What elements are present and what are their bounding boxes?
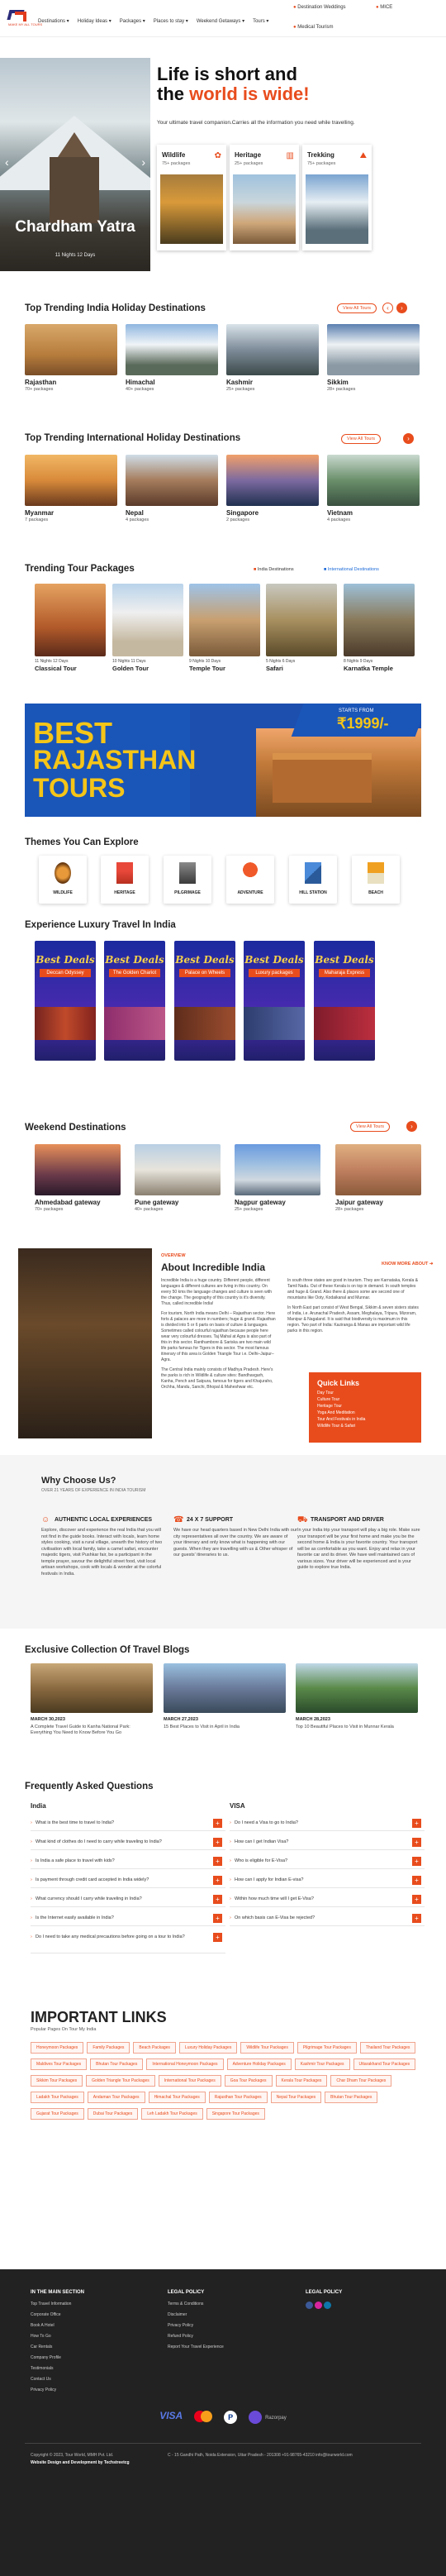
nav-packages[interactable]: Packages ▾ <box>119 19 145 24</box>
weekend-view-all-button[interactable]: View All Tours <box>350 1122 390 1132</box>
destination-card-rajasthan[interactable]: Rajasthan 70+ packages <box>25 324 117 392</box>
tour-card-golden[interactable]: 10 Nights 11 Days Golden Tour <box>112 584 183 672</box>
important-link[interactable]: Leh Ladakh Tour Packages <box>141 2108 203 2120</box>
location-icon: ● <box>376 5 381 10</box>
mastercard-logo <box>194 2411 212 2424</box>
link-mice[interactable]: ● MICE <box>376 5 393 10</box>
india-destinations-title: Top Trending India Holiday Destinations <box>25 303 206 313</box>
important-link[interactable]: Wildlife Tour Packages <box>240 2042 294 2054</box>
banner-best: BEST <box>33 716 113 750</box>
why-item-local-experiences: ☺ AUTHENTIC LOCAL EXPERIENCES Explore, discover and experience the real India that you will not find in the guide books. Interact with locals, learn home styles cooking, visit a rural village, unearth the history of two civilisation with local family, take a camel safari, encounter majestic tigers, visit Pushkar fair, be a participant in the temple prayer, savour the delightful street food, visit local artisan workshops, cook with locals & wonder at the colorful festivals in India. <box>41 1515 163 1577</box>
rajasthan-promo-banner[interactable] <box>25 704 421 817</box>
hero-slider[interactable] <box>0 58 150 271</box>
important-link[interactable]: Bhutan Tour Packages <box>90 2058 143 2070</box>
site-header <box>0 0 446 37</box>
expand-icon[interactable]: + <box>213 1819 222 1828</box>
theme-pilgrimage[interactable]: PILGRIMAGE <box>164 856 211 904</box>
question-icon: › <box>230 1839 231 1844</box>
question-icon: › <box>31 1915 32 1920</box>
footer-link[interactable]: Top Travel Information <box>31 2302 72 2306</box>
faq-india-item[interactable]: › What kind of clothes do I need to carry while traveling to India? + <box>31 1835 225 1850</box>
why-subtitle: OVER 21 YEARS OF EXPERIENCE IN INDIA TOURISM <box>41 1488 146 1493</box>
destination-card-himachal[interactable]: Himachal 40+ packages <box>126 324 218 392</box>
about-column-1: Incredible India is a huge country. Different people, different languages & different cultures are living in this country. On every 50 kms the language changes and culture is seen with the change. The geography of this country is it's diversity. Thus, called incredible India! For tourism, North India means Delhi – Rajasthan sector. Here forts & palaces are more in numbers; huge & grand. Rajasthan is divided into 5 or 6 parts on basis of culture & languages. Sometimes called colourful rajasthan because people here wear very colourful dresses. Taj Mahal at Agra is also part of this in this sector. Ranthambore & Sariska are two main wild life parks famous for Tigers in this sector. The most famous itinerary of this area is Golden Triangle Tour i.e. Delhi–Jaipur–Agra. The Central India mainly consists of Madhya Pradesh. Here's the parks is rich in Wildlife & culture sites: Bandhavgarh, Kanha, Pench and Satpura, famous for tigers and Khajuraho, Orchha, Mandu, Sanchi, Bhopal & Maheshwar etc. <box>161 1278 276 1390</box>
why-item-transport: ⛟ TRANSPORT AND DRIVER In your India trip your transport will play a big role. Make sure your transport will be your first home and make you be the second home & India is your favorite country. Your transport will be as comfortable as you want. Enjoy and relax in your favorite car and its driver. We have well maintained cars of various sizes. Your driver will be experienced and is your guide to explore true India. <box>297 1515 420 1570</box>
important-link[interactable]: Himachal Tour Packages <box>149 2092 206 2103</box>
footer-link[interactable]: Company Profile <box>31 2355 61 2360</box>
banner-rajasthan: RAJASTHAN <box>33 745 197 775</box>
footer-link[interactable]: Privacy Policy <box>168 2323 194 2328</box>
footer-link[interactable]: Car Rentals <box>31 2345 53 2349</box>
theme-hill-station[interactable]: HILL STATION <box>289 856 337 904</box>
expand-icon[interactable]: + <box>213 1838 222 1847</box>
expand-icon[interactable]: + <box>213 1857 222 1866</box>
design-credit: Website Design and Development by Techstreetcg <box>31 2460 130 2465</box>
linkedin-icon[interactable] <box>324 2302 331 2309</box>
intl-view-all-button[interactable]: View All Tours <box>341 434 381 444</box>
destination-card-vietnam[interactable]: Vietnam 4 packages <box>327 455 420 522</box>
hiker-icon: ⛰ <box>359 151 367 160</box>
theme-beach[interactable]: BEACH <box>352 856 400 904</box>
important-link[interactable]: Thailand Tour Packages <box>360 2042 416 2054</box>
intl-destinations-title: Top Trending International Holiday Destinations <box>25 433 241 443</box>
footer-link[interactable]: Book A Hotel <box>31 2323 55 2328</box>
next-arrow-icon[interactable]: › <box>396 303 407 313</box>
link-medical-tourism[interactable]: ● Medical Tourism <box>293 25 334 30</box>
paw-icon: ✿ <box>214 151 221 160</box>
tour-card-temple[interactable]: 9 Nights 10 Days Temple Tour <box>189 584 260 672</box>
important-link[interactable]: Dubai Tour Packages <box>88 2108 138 2120</box>
expand-icon[interactable]: + <box>412 1895 421 1904</box>
footer-link[interactable]: Privacy Policy <box>31 2388 57 2392</box>
hero-slide-subtitle: 11 Nights 12 Days <box>55 253 96 258</box>
important-link[interactable]: Char Dham Tour Packages <box>330 2075 391 2087</box>
weekend-card-jaipur[interactable]: Jaipur gateway 28+ packages <box>335 1144 421 1212</box>
india-view-all-button[interactable]: View All Tours <box>337 303 377 313</box>
footer-col-social: LEGAL POLICY <box>306 2290 342 2311</box>
destination-card-kashmir[interactable]: Kashmir 25+ packages <box>226 324 319 392</box>
footer-col-legal: LEGAL POLICY Terms & Conditions Disclaimer Privacy Policy Refund Policy Report Your Travel Experience <box>168 2290 224 2349</box>
payment-methods: VISA P Razorpay <box>0 2410 446 2424</box>
important-link[interactable]: Family Packages <box>87 2042 130 2054</box>
tour-card-safari[interactable]: 5 Nights 6 Days Safari <box>266 584 337 672</box>
faq-visa-item[interactable]: › How can I get Indian Visa? + <box>230 1835 425 1850</box>
banner-price: ₹1999/- <box>337 715 389 732</box>
faq-visa-heading: VISA <box>230 1802 245 1810</box>
important-link[interactable]: Ladakh Tour Packages <box>31 2092 84 2103</box>
slider-prev-icon[interactable]: ‹ <box>5 155 9 169</box>
why-choose-us-section <box>0 1455 446 1629</box>
quick-link-culture-tour[interactable]: Culture Tour <box>317 1397 340 1402</box>
important-link[interactable]: Honeymoon Packages <box>31 2042 83 2054</box>
tour-packages-title: Trending Tour Packages <box>25 564 135 574</box>
hero-section <box>0 58 446 273</box>
quick-link-festivals[interactable]: Tour And Festivals in India <box>317 1417 366 1422</box>
footer-col-main: IN THE MAIN SECTION Top Travel Information Corporate Office Book A Hotel How To Go Car Rentals Company Profile Testimonials Contact Us Privacy Policy <box>31 2290 85 2392</box>
nav-weekend-getaways[interactable]: Weekend Getaways ▾ <box>196 19 245 24</box>
about-section <box>0 1248 446 1447</box>
location-icon: ● <box>293 5 298 10</box>
destination-card-nepal[interactable]: Nepal 4 packages <box>126 455 218 522</box>
faq-india-heading: India <box>31 1802 46 1810</box>
mountain-icon <box>305 862 321 884</box>
question-icon: › <box>31 1858 32 1863</box>
quick-links-box: Quick Links Day Tour Culture Tour Heritage Tour Yoga And Meditation Tour And Festivals in India Wildlife Tour & Safari <box>309 1372 421 1443</box>
hero-description: Your ultimate travel companion.Carries all the information you need while travelling. <box>157 120 355 126</box>
faq-india-item[interactable]: › Is the Internet easily available in India? + <box>31 1911 225 1926</box>
footer-link[interactable]: Disclaimer <box>168 2312 187 2317</box>
tour-card-classical[interactable]: 11 Nights 12 Days Classical Tour <box>35 584 106 672</box>
weekend-title: Weekend Destinations <box>25 1123 126 1133</box>
about-column-2: In south three states are good in tourism. They are Karnataka, Kerala & Tamil Nadu. Out of these Kerala is on top in demand. In south temples and huge & Grand. Also there & places some are second one of mountains like Ooty, Kodaikanal and Munnar. In North East part consist of West Bengal, Sikkim & seven sisters states of India, i.e. Arunachal Pradesh, Assam, Meghalaya, Tripura, Mizoram, Manipur & Nagaland. It is said that biodiversity is maximum in this region. Two part of India: Kaziranga & Manas are important wild life parks in this region. <box>287 1278 419 1333</box>
tab-dot-icon: ■ <box>324 567 328 572</box>
support-icon: ☎ <box>173 1515 184 1524</box>
luxury-card-luxury-packages[interactable]: Best Deals Luxury packages <box>244 941 305 1061</box>
question-icon: › <box>31 1934 32 1939</box>
quick-link-wildlife[interactable]: Wildlife Tour & Safari <box>317 1424 356 1429</box>
important-links-list <box>31 2042 423 2125</box>
hot-air-balloon-icon <box>242 862 259 884</box>
question-icon: › <box>230 1896 231 1901</box>
next-arrow-icon[interactable]: › <box>403 433 414 444</box>
important-link[interactable]: Uttarakhand Tour Packages <box>353 2058 416 2070</box>
footer-link[interactable]: Testimonials <box>31 2366 54 2371</box>
slider-next-icon[interactable]: › <box>141 155 145 169</box>
expand-icon[interactable]: + <box>412 1857 421 1866</box>
quick-link-heritage-tour[interactable]: Heritage Tour <box>317 1404 342 1409</box>
nav-holiday-ideas[interactable]: Holiday Ideas ▾ <box>77 19 112 24</box>
destination-card-singapore[interactable]: Singapore 2 packages <box>226 455 319 522</box>
important-link[interactable]: Goa Tour Packages <box>225 2075 273 2087</box>
luxury-card-palace-on-wheels[interactable]: Best Deals Palace on Wheels <box>174 941 235 1061</box>
faq-india-item[interactable]: › Is India a safe place to travel with kids? + <box>31 1854 225 1869</box>
expand-icon[interactable]: + <box>412 1819 421 1828</box>
expand-icon[interactable]: + <box>412 1914 421 1923</box>
link-destination-weddings[interactable]: ● Destination Weddings <box>293 5 346 10</box>
theme-adventure[interactable]: ADVENTURE <box>226 856 274 904</box>
important-link[interactable]: Golden Triangle Tour Packages <box>86 2075 155 2087</box>
hero-slide-title: Chardham Yatra <box>15 218 135 236</box>
weekend-card-ahmedabad[interactable]: Ahmedabad gateway 70+ packages <box>35 1144 121 1212</box>
question-icon: › <box>230 1858 231 1863</box>
beach-umbrella-icon <box>368 862 384 884</box>
category-trekking[interactable]: Trekking 75+ packages ⛰ <box>302 145 372 250</box>
faq-visa-item[interactable]: › Within how much time will I get E-Visa? + <box>230 1892 425 1907</box>
footer-link[interactable]: How To Go <box>31 2334 51 2339</box>
site-footer <box>0 2269 446 2576</box>
question-icon: › <box>31 1896 32 1901</box>
important-link[interactable]: International Honeymoon Packages <box>146 2058 223 2070</box>
important-link[interactable]: International Tour Packages <box>159 2075 221 2087</box>
themes-title: Themes You Can Explore <box>25 837 139 847</box>
footer-link[interactable]: Report Your Travel Experience <box>168 2345 224 2349</box>
quick-link-yoga[interactable]: Yoga And Meditation <box>317 1410 355 1415</box>
weekend-card-pune[interactable]: Pune gateway 40+ packages <box>135 1144 221 1212</box>
copyright: Copyright © 2023, Tour World, MMH Pvt. Ltd. <box>31 2453 114 2458</box>
expand-icon[interactable]: + <box>412 1876 421 1885</box>
important-link[interactable]: Andaman Tour Packages <box>88 2092 145 2103</box>
blog-card-2[interactable]: MARCH 27,2023 15 Best Places to Visit in April in India <box>164 1663 286 1730</box>
blog-card-1[interactable]: MARCH 30,2023 A Complete Travel Guide to Kanha National Park: Everything You Need to Know Before You Go <box>31 1663 153 1736</box>
car-icon: ⛟ <box>297 1515 308 1524</box>
important-link[interactable]: Beach Packages <box>133 2042 176 2054</box>
important-link[interactable]: Adventure Holiday Packages <box>227 2058 292 2070</box>
tab-dot-icon: ■ <box>254 567 258 572</box>
important-link[interactable]: Singapore Tour Packages <box>206 2108 265 2120</box>
nav-tours[interactable]: Tours ▾ <box>253 19 269 24</box>
about-overview: OVERVIEW <box>161 1253 186 1258</box>
important-link[interactable]: Kerala Tour Packages <box>276 2075 328 2087</box>
important-link[interactable]: Gujarat Tour Packages <box>31 2108 84 2120</box>
faq-title: Frequently Asked Questions <box>25 1782 154 1791</box>
know-more-link[interactable]: KNOW MORE ABOUT ➜ <box>382 1262 434 1267</box>
important-link[interactable]: Luxury Holiday Packages <box>179 2042 237 2054</box>
important-link[interactable]: Pilgrimage Tour Packages <box>297 2042 357 2054</box>
theme-heritage[interactable]: HERITAGE <box>101 856 149 904</box>
category-cards <box>157 145 372 250</box>
important-link[interactable]: Nepal Tour Packages <box>271 2092 321 2103</box>
footer-link[interactable]: Contact Us <box>31 2377 51 2382</box>
about-title: About Incredible India <box>161 1262 266 1273</box>
hero-heading: Life is short and the world is wide! <box>157 64 310 104</box>
footer-link[interactable]: Corporate Office <box>31 2312 61 2317</box>
category-heritage[interactable]: Heritage 25+ packages ▥ <box>230 145 299 250</box>
important-links-title: IMPORTANT LINKS <box>31 2009 167 2025</box>
theme-wildlife[interactable]: WILDLIFE <box>39 856 87 904</box>
question-icon: › <box>31 1877 32 1882</box>
question-icon: › <box>31 1820 32 1825</box>
prev-arrow-icon[interactable]: ‹ <box>382 303 393 313</box>
banner-starts-from: STARTS FROM <box>339 708 374 713</box>
nav-destinations[interactable]: Destinations ▾ <box>38 19 69 24</box>
weekend-card-nagpur[interactable]: Nagpur gateway 25+ packages <box>235 1144 320 1212</box>
tab-india-destinations[interactable]: ■ India Destinations <box>254 567 294 572</box>
next-arrow-icon[interactable]: › <box>406 1121 417 1132</box>
question-icon: › <box>230 1877 231 1882</box>
blogs-title: Exclusive Collection Of Travel Blogs <box>25 1645 190 1655</box>
blog-card-3[interactable]: MARCH 28,2023 Top 10 Beautiful Places to Visit in Munnar Kerala <box>296 1663 418 1730</box>
facebook-icon[interactable] <box>306 2302 313 2309</box>
luxury-title: Experience Luxury Travel In India <box>25 920 176 930</box>
expand-icon[interactable]: + <box>213 1876 222 1885</box>
expand-icon[interactable]: + <box>213 1914 222 1923</box>
heritage-icon <box>116 862 133 884</box>
luxury-card-deccan-odyssey[interactable]: Best Deals Deccan Odyssey <box>35 941 96 1061</box>
why-item-support: ☎ 24 X 7 SUPPORT We have our head quarters based in New Delhi India with our city representatives all over the country. We are aware of your itinerary and only know what is happening with our guests. When they are travelling with us & Other whisper of our guests' itineraries to us. <box>173 1515 297 1558</box>
nav-places-to-stay[interactable]: Places to stay ▾ <box>153 19 188 24</box>
tour-card-karnatka-temple[interactable]: 8 Nights 9 Days Karnatka Temple <box>344 584 415 672</box>
main-nav <box>38 18 268 24</box>
important-links-subtitle: Popular Pages On Tour My India <box>31 2027 97 2032</box>
question-icon: › <box>31 1839 32 1844</box>
faq-india-item[interactable]: › What currency should I carry while traveling in India? + <box>31 1892 225 1907</box>
footer-link[interactable]: Terms & Conditions <box>168 2302 204 2306</box>
tiger-icon <box>55 862 71 884</box>
faq-visa-item[interactable]: › How can I apply for Indian E-visa? + <box>230 1873 425 1888</box>
question-icon: › <box>230 1915 231 1920</box>
important-link[interactable]: Rajasthan Tour Packages <box>209 2092 268 2103</box>
paypal-logo: P <box>224 2411 237 2424</box>
important-link[interactable]: Kashmir Tour Packages <box>295 2058 350 2070</box>
about-image <box>18 1248 152 1438</box>
temple-icon <box>179 862 196 884</box>
expand-icon[interactable]: + <box>213 1895 222 1904</box>
people-icon: ☺ <box>41 1515 50 1524</box>
expand-icon[interactable]: + <box>412 1838 421 1847</box>
why-title: Why Choose Us? <box>41 1476 116 1486</box>
quick-link-day-tour[interactable]: Day Tour <box>317 1391 334 1395</box>
faq-visa-item[interactable]: › On which basis can E-Visa be rejected? + <box>230 1911 425 1926</box>
luxury-card-golden-chariot[interactable]: Best Deals The Golden Chariot <box>104 941 165 1061</box>
footer-link[interactable]: Refund Policy <box>168 2334 193 2339</box>
tab-international-destinations[interactable]: ■ International Destinations <box>324 567 379 572</box>
razorpay-icon <box>249 2411 262 2424</box>
question-icon: › <box>230 1820 231 1825</box>
monument-icon: ▥ <box>286 151 294 160</box>
destination-card-sikkim[interactable]: Sikkim 28+ packages <box>327 324 420 392</box>
category-wildlife[interactable]: Wildlife 75+ packages ✿ <box>157 145 226 250</box>
location-icon: ● <box>293 25 298 30</box>
instagram-icon[interactable] <box>315 2302 322 2309</box>
expand-icon[interactable]: + <box>213 1933 222 1942</box>
luxury-card-maharaja-express[interactable]: Best Deals Maharaja Express <box>314 941 375 1061</box>
banner-tours: TOURS <box>33 773 126 803</box>
important-link[interactable]: Bhutan Tour Packages <box>325 2092 377 2103</box>
visa-logo: VISA <box>159 2410 183 2421</box>
faq-india-item[interactable]: › What is the best time to travel to India? + <box>31 1816 225 1831</box>
faq-visa-item[interactable]: › Do I need a Visa to go to India? + <box>230 1816 425 1831</box>
faq-india-item[interactable]: › Is payment through credit card accepted in India widely? + <box>31 1873 225 1888</box>
destination-card-myanmar[interactable]: Myanmar 7 packages <box>25 455 117 522</box>
important-link[interactable]: Sikkim Tour Packages <box>31 2075 83 2087</box>
footer-address: C - 15 Gandhi Path, Noida Extension, Uttar Pradesh - 201308 +91-98765-43210 info@tourworld.com <box>168 2453 353 2458</box>
important-link[interactable]: Maldives Tour Packages <box>31 2058 87 2070</box>
site-logo[interactable]: MAKE MY ALL TOURS <box>8 10 31 26</box>
faq-visa-item[interactable]: › Who is eligible for E-Visa? + <box>230 1854 425 1869</box>
faq-india-item[interactable]: › Do I need to take any medical precautions before going on a tour to India? + <box>31 1930 225 1953</box>
